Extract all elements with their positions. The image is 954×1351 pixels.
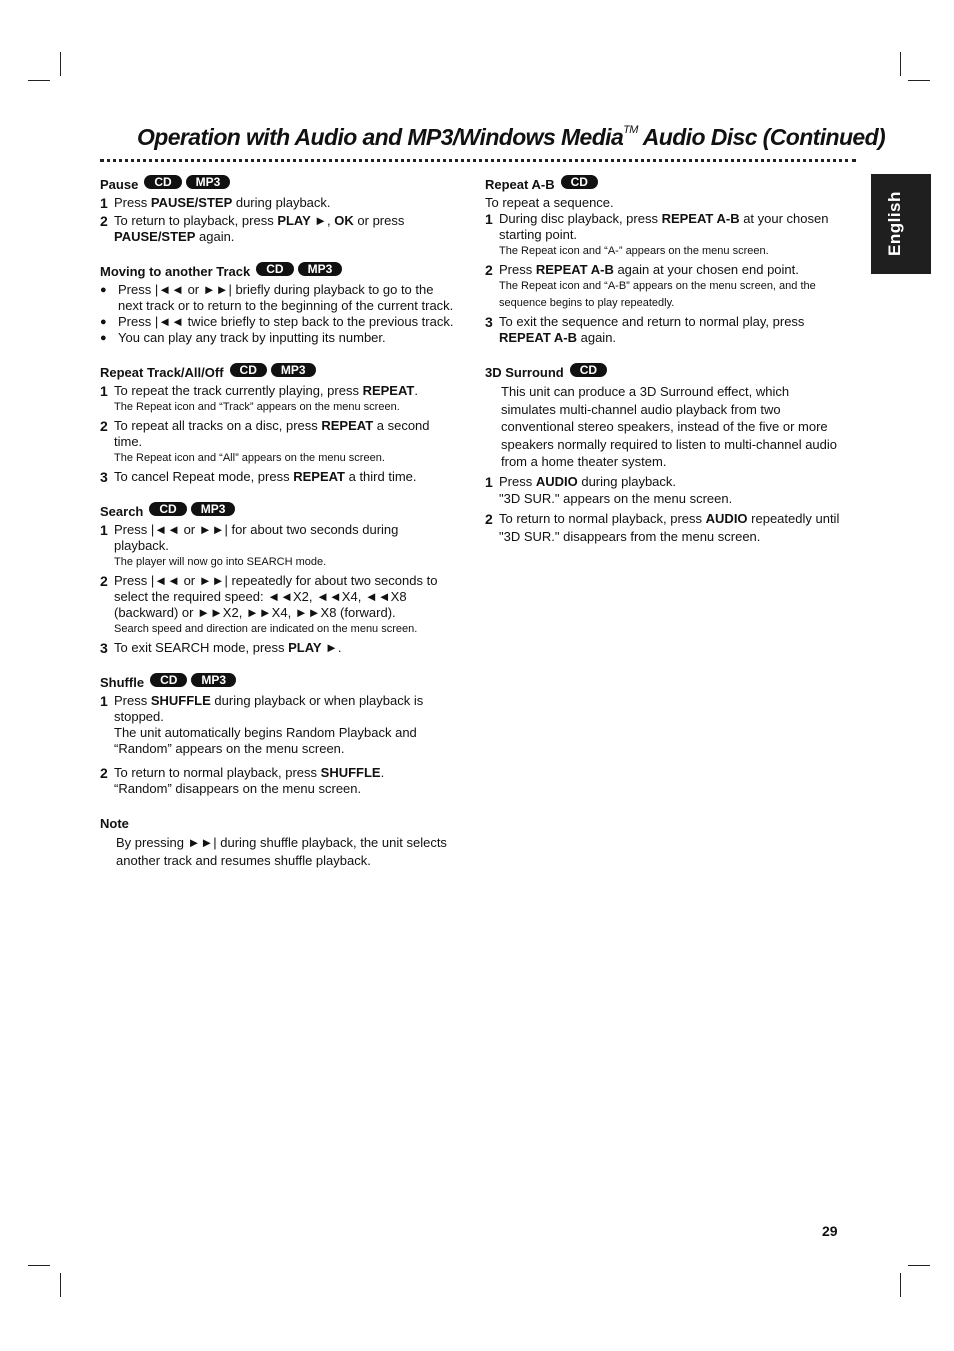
cd-badge: CD [561,175,598,189]
intro-text: This unit can produce a 3D Surround effect, which simulates multi-channel audio playback from two conventional stereo speakers, instead of the five or more speakers normally required to listen to multi-channel audio from a home theater system. [501,384,838,469]
right-column [485,176,845,564]
crop-mark [60,1273,61,1297]
step: 2 Press REPEAT A-B again at your chosen end point. The Repeat icon and “A-B” appears on the menu screen, and the sequence begins to play repeatedly. [485,262,816,309]
section-heading: Pause CD MP3 [100,176,455,194]
section-heading: Shuffle CD MP3 [100,674,455,692]
language-tab: English [871,174,931,274]
crop-mark [908,1265,930,1266]
section-heading: Moving to another Track CD MP3 [100,263,455,281]
note-text: By pressing ►►| during shuffle playback, the unit selects another track and resumes shuffle playback. [116,835,447,868]
mp3-badge: MP3 [186,175,231,189]
mp3-badge: MP3 [191,502,236,516]
cd-badge: CD [150,673,187,687]
mp3-badge: MP3 [271,363,316,377]
cd-badge: CD [256,262,293,276]
step: 1 Press SHUFFLE during playback or when playback is stopped. The unit automatically begins Random Playback and “Random” appears on the menu screen. [100,693,424,756]
section-heading: Repeat Track/All/Off CD MP3 [100,364,455,382]
step: 2 To return to normal playback, press AUDIO repeatedly until "3D SUR." disappears from the menu screen. [485,510,840,544]
cd-badge: CD [570,363,607,377]
cd-badge: CD [230,363,267,377]
mp3-badge: MP3 [191,673,236,687]
mp3-badge: MP3 [298,262,343,276]
step: 3 To exit the sequence and return to normal play, press REPEAT A-B again. [485,314,805,345]
surround-section [485,364,845,546]
pause-section [100,176,455,245]
crop-mark [900,1273,901,1297]
step: 1 Press PAUSE/STEP during playback. [100,195,331,211]
section-heading: Search CD MP3 [100,503,455,521]
step: 2 To repeat all tracks on a disc, press REPEAT a second time. The Repeat icon and “All” appears on the menu screen. [100,418,430,464]
left-column [100,176,455,887]
step: 2 To return to normal playback, press SHUFFLE. “Random” disappears on the menu screen. [100,765,385,796]
section-heading: 3D Surround CD [485,364,845,382]
repeat-section [100,364,455,485]
bullet-item: ● Press |◄◄ or ►►| briefly during playback to go to the next track or to return to the beginning of the current track. [100,282,455,314]
crop-mark [900,52,901,76]
bullet-item: ● You can play any track by inputting its number. [100,330,455,346]
step: 3 To exit SEARCH mode, press PLAY ►. [100,640,342,656]
intro-text: To repeat a sequence. [485,195,614,210]
step: 2 Press |◄◄ or ►►| repeatedly for about two seconds to select the required speed: ◄◄X2, ◄◄X4, ◄◄X8 (backward) or ►►X2, ►►X4, ►►X8 (forward). Search speed and direction are indicated on the menu screen. [100,573,438,635]
crop-mark [28,1265,50,1266]
shuffle-section [100,674,455,797]
crop-mark [908,80,930,81]
repeat-ab-section [485,176,845,346]
section-heading: Note [100,816,129,831]
page-title: Operation with Audio and MP3/Windows Media™ Audio Disc (Continued) [137,124,886,150]
cd-badge: CD [149,502,186,516]
cd-badge: CD [144,175,181,189]
bullet-item: ● Press |◄◄ twice briefly to step back to the previous track. [100,314,455,330]
title-divider [100,159,856,162]
section-heading: Repeat A-B CD [485,176,845,194]
step: 1 To repeat the track currently playing, press REPEAT. The Repeat icon and “Track” appears on the menu screen. [100,383,418,413]
note-section [100,815,455,869]
step: 2 To return to playback, press PLAY ►, OK or press PAUSE/STEP again. [100,213,405,244]
step: 1 During disc playback, press REPEAT A-B at your chosen starting point. The Repeat icon and “A-” appears on the menu screen. [485,211,829,257]
crop-mark [28,80,50,81]
crop-mark [60,52,61,76]
page-number: 29 [822,1223,838,1239]
step: 1 Press |◄◄ or ►►| for about two seconds during playback. The player will now go into SEARCH mode. [100,522,399,568]
moving-track-section [100,263,455,346]
step: 3 To cancel Repeat mode, press REPEAT a third time. [100,469,417,485]
search-section [100,503,455,656]
step: 1 Press AUDIO during playback. "3D SUR." appears on the menu screen. [485,473,733,506]
